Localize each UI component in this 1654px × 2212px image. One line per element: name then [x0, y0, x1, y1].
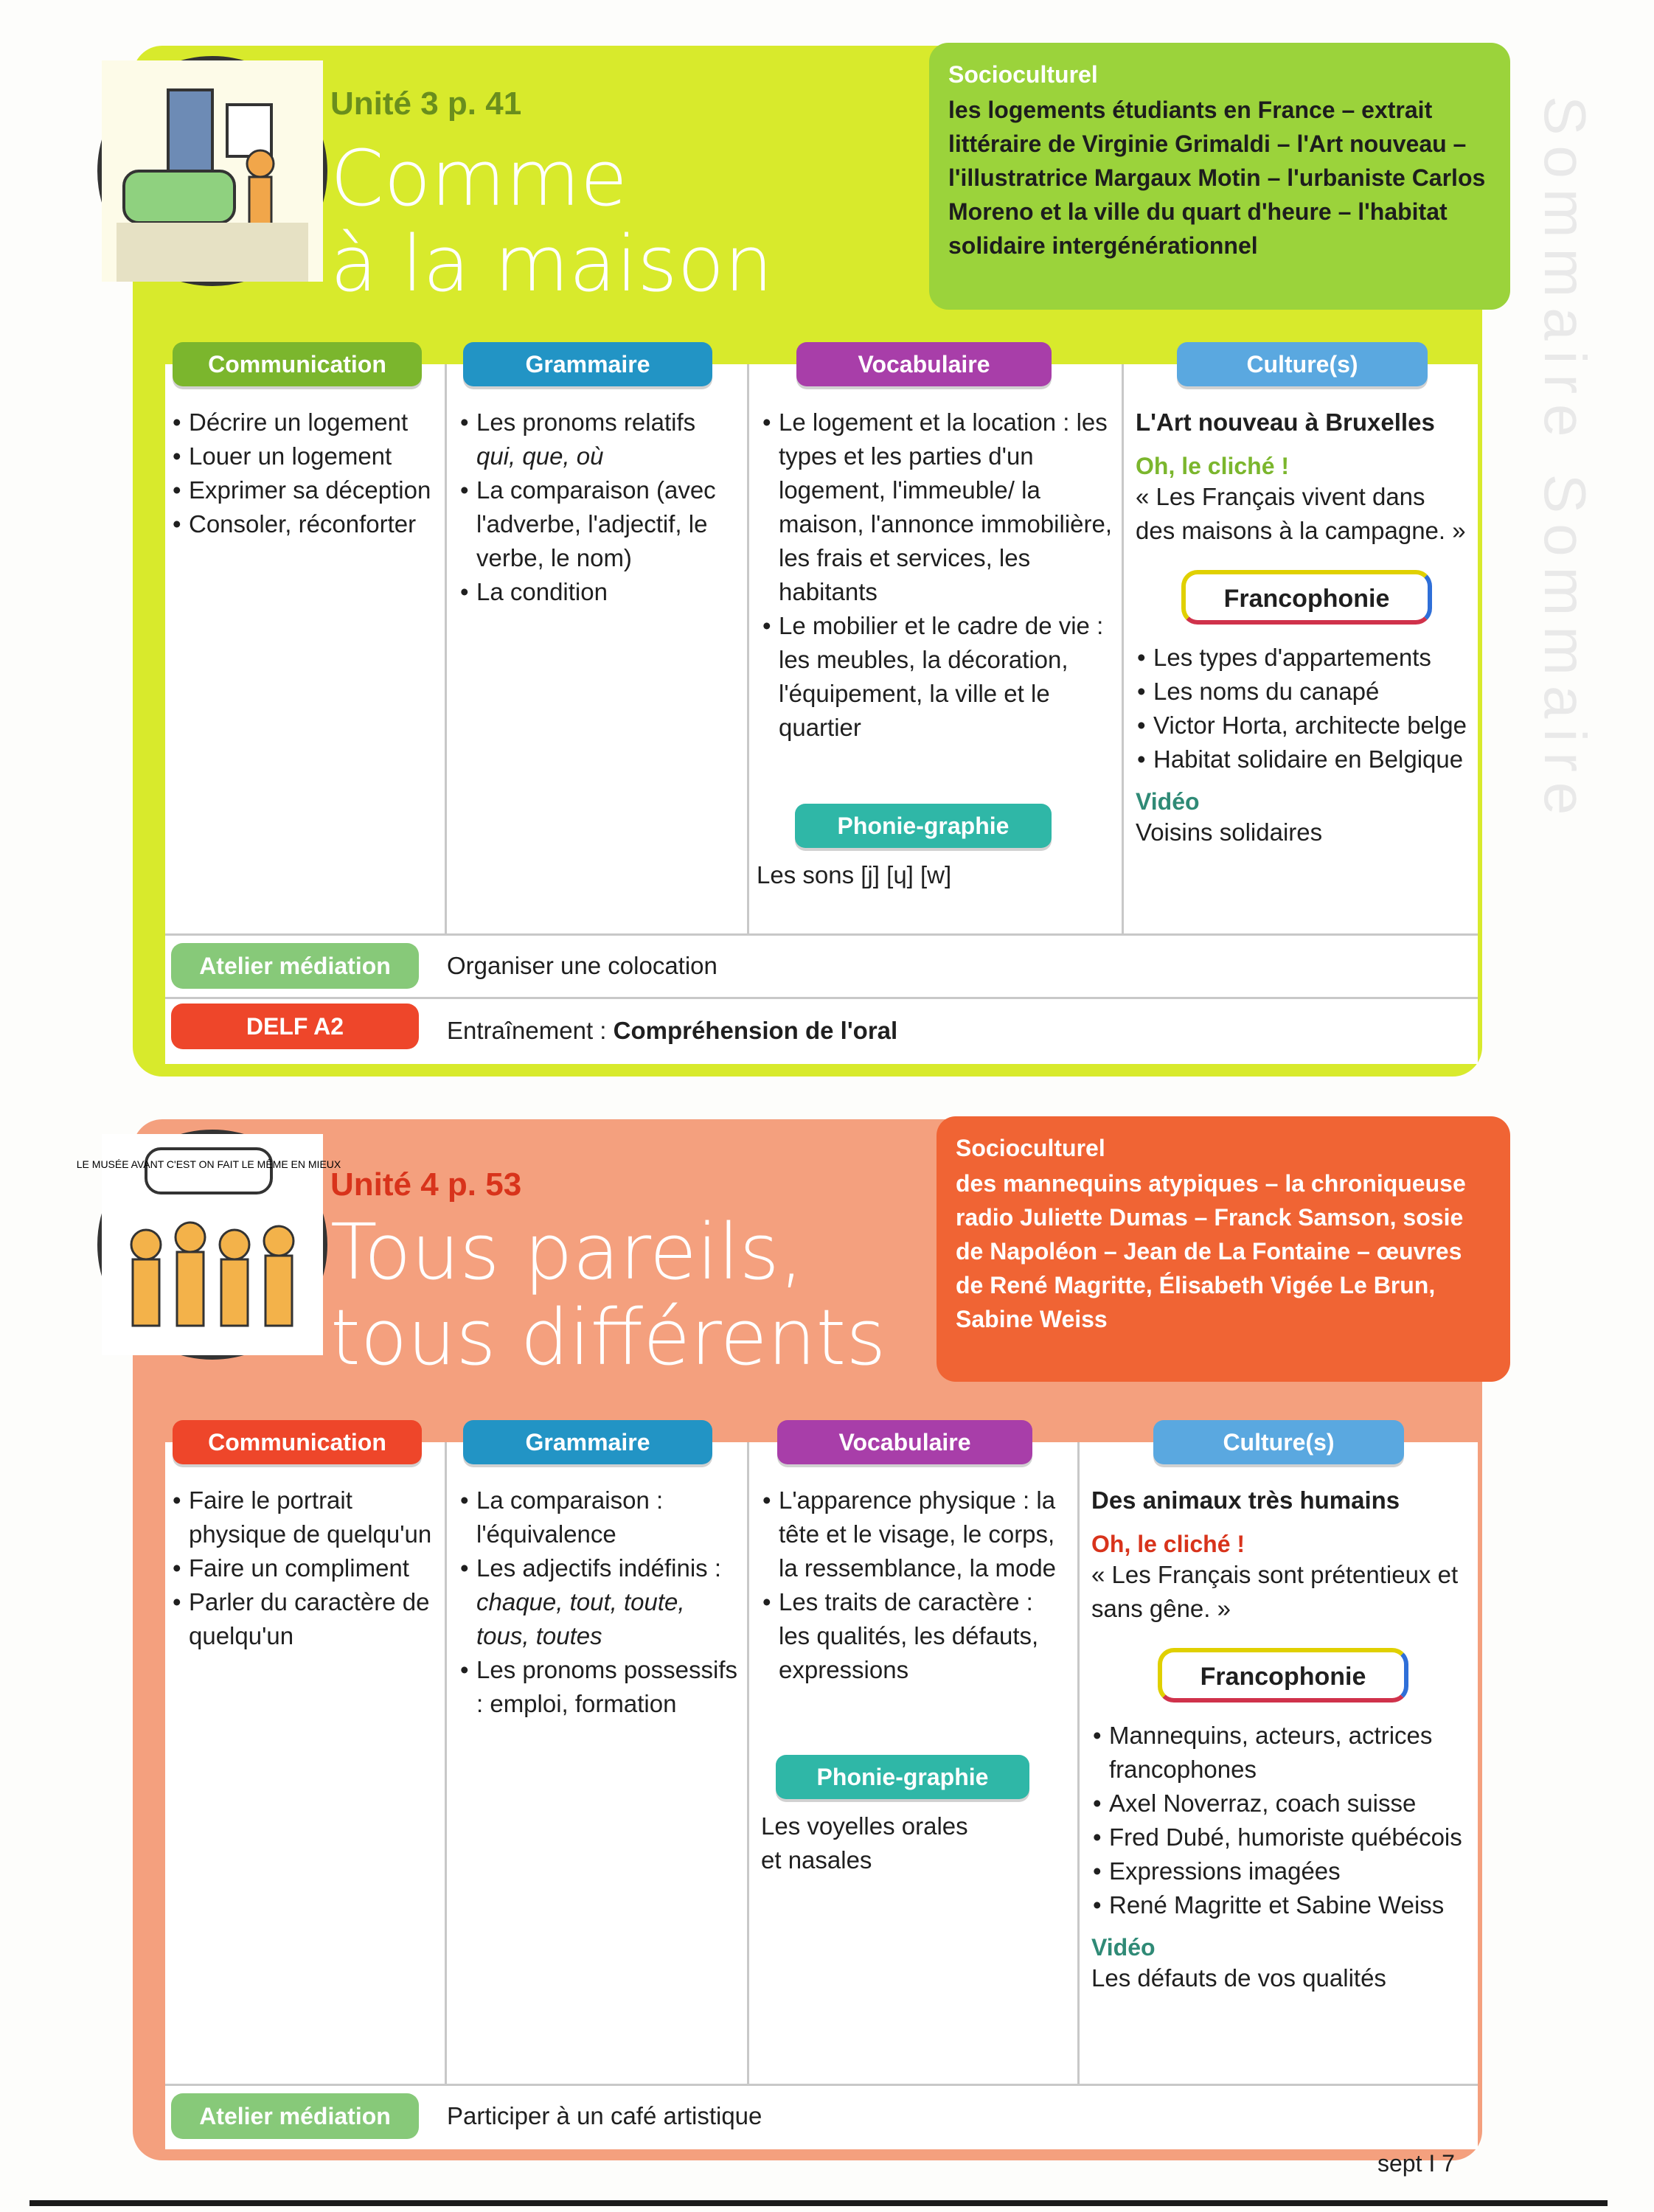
- culture-column: [1124, 351, 1478, 933]
- socioculturel-box: [929, 43, 1510, 310]
- item-text: Les adjectifs indéfinis :: [476, 1554, 722, 1582]
- francophonie-badge: Francophonie: [1158, 1648, 1408, 1703]
- vocabulaire-header: Vocabulaire: [796, 342, 1052, 386]
- culture-column: [1080, 1429, 1478, 2084]
- francophonie-list: [1091, 1719, 1470, 1922]
- item-italic: qui, que, où: [476, 442, 604, 470]
- list-item: • Les pronoms possessifs : emploi, formation: [459, 1653, 740, 1721]
- grammaire-header: Grammaire: [463, 1420, 712, 1464]
- unit-label: Unité 4 p. 53: [330, 1166, 522, 1203]
- list-item: [459, 406, 740, 473]
- culture-heading: L'Art nouveau à Bruxelles: [1136, 408, 1435, 436]
- socioculturel-title: Socioculturel: [948, 61, 1098, 88]
- socioculturel-box: [937, 1116, 1510, 1382]
- list-item: • Exprimer sa déception: [171, 473, 437, 507]
- unit-title-line: Tous pareils,: [330, 1207, 804, 1297]
- grammaire-list: [459, 1484, 740, 1721]
- delf-row: [165, 997, 1478, 1064]
- unit-label: Unité 3 p. 41: [330, 86, 522, 122]
- atelier-label: Atelier médiation: [171, 943, 419, 989]
- unit-title-line: tous différents: [330, 1293, 886, 1382]
- list-item: • Faire le portrait physique de quelqu'un: [171, 1484, 437, 1551]
- comic-crowd-drawing: [76, 1134, 341, 1355]
- culture-header: Culture(s): [1153, 1420, 1404, 1464]
- list-item: • Le mobilier et le cadre de vie : les meubles, la décoration, l'équipement, la ville et le quartier: [761, 609, 1114, 745]
- list-item: • Expressions imagées: [1091, 1854, 1470, 1888]
- bottom-rule: [29, 2200, 1608, 2206]
- communication-header: Communication: [173, 1420, 422, 1464]
- phonie-graphie-header: Phonie-graphie: [795, 804, 1052, 848]
- atelier-row: [165, 2084, 1478, 2149]
- list-item: [459, 1551, 740, 1653]
- list-item: • Axel Noverraz, coach suisse: [1091, 1787, 1470, 1820]
- atelier-text: Participer à un café artistique: [447, 2102, 762, 2129]
- delf-bold: Compréhension de l'oral: [613, 1017, 898, 1044]
- communication-list: [171, 1484, 437, 1653]
- living-room-drawing: [102, 60, 323, 282]
- item-italic: chaque, tout, toute, tous, toutes: [476, 1588, 685, 1649]
- delf-label: DELF A2: [171, 1004, 419, 1049]
- communication-list: [171, 406, 437, 541]
- communication-column: [165, 351, 447, 933]
- socioculturel-text: des mannequins atypiques – la chroniqueuse radio Juliette Dumas – Franck Samson, sosie de Napoléon – Jean de La Fontaine – œuvres de René Magritte, Élisabeth Vigée Le Brun, Sabine Weiss: [956, 1170, 1466, 1332]
- list-item: • Consoler, réconforter: [171, 507, 437, 541]
- unit-3-card: [133, 46, 1486, 1077]
- socioculturel-text: les logements étudiants en France – extrait littéraire de Virginie Grimaldi – l'Art nouveau – l'illustratrice Margaux Motin – l'urbaniste Carlos Moreno et la ville du quart d'heure – l'habitat solidaire intergénérationnel: [948, 97, 1486, 259]
- vocabulaire-header: Vocabulaire: [777, 1420, 1032, 1464]
- unit-3-illustration: [97, 56, 327, 286]
- atelier-row: [165, 933, 1478, 999]
- list-item: • Faire un compliment: [171, 1551, 437, 1585]
- list-item: • Victor Horta, architecte belge: [1136, 709, 1470, 742]
- item-text: Les pronoms relatifs: [476, 408, 696, 436]
- vocabulaire-list: [761, 1484, 1070, 1687]
- unit-4-card: [76, 1119, 1482, 2160]
- grammaire-column: [447, 351, 749, 933]
- phonie-graphie-text: Les sons [j] [ɥ] [w]: [757, 861, 952, 888]
- list-item: • Fred Dubé, humoriste québécois: [1091, 1820, 1470, 1854]
- vocabulaire-column: [749, 351, 1124, 933]
- list-item: • Décrire un logement: [171, 406, 437, 439]
- content-grid: [165, 1429, 1478, 2147]
- cliche-text: « Les Français sont prétentieux et sans gêne. »: [1091, 1561, 1459, 1622]
- unit-title: [330, 1209, 886, 1380]
- culture-header: Culture(s): [1177, 342, 1428, 386]
- atelier-label: Atelier médiation: [171, 2093, 419, 2139]
- unit-title: [330, 133, 774, 309]
- vocabulaire-column: [749, 1429, 1080, 2084]
- video-text: Voisins solidaires: [1136, 818, 1323, 846]
- communication-header: Communication: [173, 342, 422, 386]
- video-text: Les défauts de vos qualités: [1091, 1964, 1386, 1992]
- list-item: • L'apparence physique : la tête et le visage, le corps, la ressemblance, la mode: [761, 1484, 1070, 1585]
- unit-title-line: Comme: [330, 133, 628, 223]
- list-item: • Le logement et la location : les types et les parties d'un logement, l'immeuble/ la maison, l'annonce immobilière, les frais et services, les habitants: [761, 406, 1114, 609]
- list-item: • Les traits de caractère : les qualités, les défauts, expressions: [761, 1585, 1070, 1687]
- culture-heading: Des animaux très humains: [1091, 1486, 1400, 1514]
- list-item: • René Magritte et Sabine Weiss: [1091, 1888, 1470, 1922]
- page-number: sept I 7: [1377, 2150, 1455, 2177]
- list-item: • La condition: [459, 575, 740, 609]
- francophonie-list: [1136, 641, 1470, 776]
- cliche-text: « Les Français vivent dans des maisons à la campagne. »: [1136, 483, 1466, 544]
- content-grid: [165, 351, 1478, 1062]
- grammaire-header: Grammaire: [463, 342, 712, 386]
- list-item: • Parler du caractère de quelqu'un: [171, 1585, 437, 1653]
- grammaire-list: [459, 406, 740, 609]
- list-item: • Louer un logement: [171, 439, 437, 473]
- phonie-graphie-header: Phonie-graphie: [776, 1755, 1029, 1799]
- list-item: • La comparaison : l'équivalence: [459, 1484, 740, 1551]
- culture-body: [1136, 406, 1470, 849]
- grammaire-column: [447, 1429, 749, 2084]
- list-item: • Les types d'appartements: [1136, 641, 1470, 675]
- unit-title-line: à la maison: [330, 219, 774, 309]
- cliche-label: Oh, le cliché !: [1136, 453, 1290, 479]
- list-item: • La comparaison (avec l'adverbe, l'adjectif, le verbe, le nom): [459, 473, 740, 575]
- speech-bubble-text: LE MUSÉE AVANT C'EST ON FAIT LE MÊME EN MIEUX: [76, 1158, 341, 1170]
- culture-body: [1091, 1484, 1470, 1995]
- video-label: Vidéo: [1136, 788, 1200, 815]
- communication-column: [165, 1429, 447, 2084]
- unit-4-illustration: [76, 1130, 341, 1360]
- francophonie-badge: Francophonie: [1181, 570, 1432, 625]
- cliche-label: Oh, le cliché !: [1091, 1531, 1245, 1557]
- delf-text: [447, 1017, 897, 1045]
- delf-prefix: Entraînement :: [447, 1017, 614, 1044]
- phonie-graphie-text: Les voyelles orales et nasales: [761, 1812, 968, 1874]
- list-item: • Habitat solidaire en Belgique: [1136, 742, 1470, 776]
- list-item: • Les noms du canapé: [1136, 675, 1470, 709]
- atelier-text: Organiser une colocation: [447, 952, 717, 979]
- video-label: Vidéo: [1091, 1934, 1156, 1961]
- socioculturel-title: Socioculturel: [956, 1135, 1105, 1161]
- sidebar-sommaire-text: Sommaire Sommaire: [1532, 96, 1598, 826]
- vocabulaire-list: [761, 406, 1114, 745]
- list-item: • Mannequins, acteurs, actrices francophones: [1091, 1719, 1470, 1787]
